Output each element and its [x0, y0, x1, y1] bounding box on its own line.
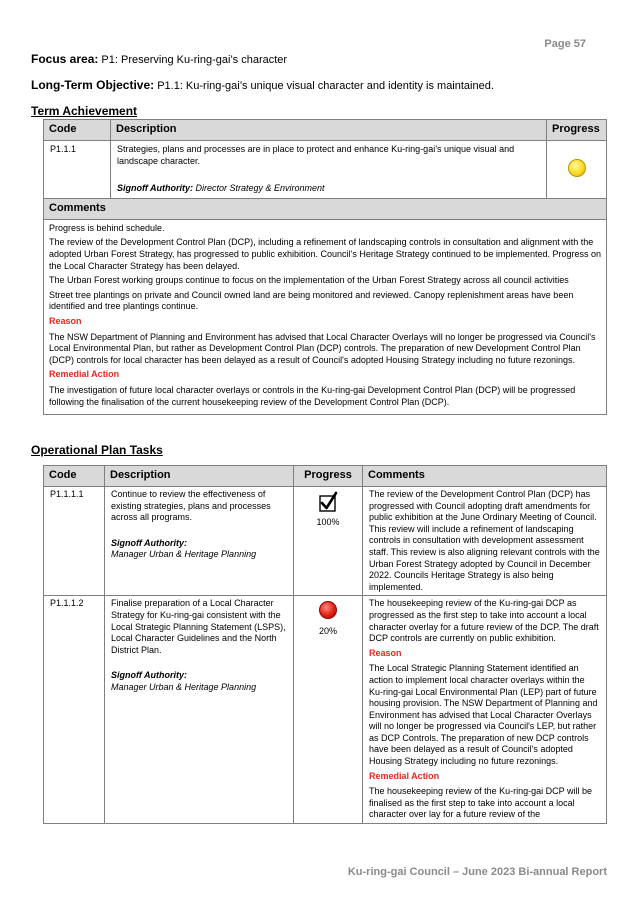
op-signoff-label: Signoff Authority:	[111, 537, 187, 548]
comments-header-row	[44, 198, 607, 219]
term-progress-cell	[547, 141, 607, 199]
long-term-objective	[31, 78, 494, 92]
op-reason-text: The Local Strategic Planning Statement identified an action to implement local character overlays within the Ku-ring-gai Local Environmental Plan (LEP) part of future housing provision. The NSW Department of Planning and Environment has advised that Local Character Overlays will no longer be progressed via Council's LEP, but rather as DCP Controls. The preparation of new DCP controls have been delayed as a result of Council's adopted Housing Strategy including no future rezonings.	[369, 663, 598, 767]
op-signoff-label: Signoff Authority:	[111, 670, 187, 681]
objective-label: Long-Term Objective:	[31, 78, 155, 92]
op-description: Finalise preparation of a Local Character Strategy for Ku-ring-gai consistent with the Local Strategic Planning Statement (LSPS), Local Character Guidelines and the North District Plan.	[111, 598, 286, 655]
reason-text: The NSW Department of Planning and Environment has advised that Local Character Overlays will no longer be progressed via Council's Local Environmental Plan, but rather as Development Control Plan (DCP) controls. The preparation of new Development Control Plan (DCP) controls for local character has been delayed as a result of Council's adopted Housing Strategy including no future rezonings.	[49, 331, 596, 365]
focus-area-label: Focus area:	[31, 52, 99, 66]
op-signoff-name: Manager Urban & Heritage Planning	[111, 549, 257, 560]
term-achievement-table	[43, 119, 607, 415]
op-comment-cell	[363, 487, 607, 596]
focus-area-code: P1:	[101, 54, 118, 66]
op-progress-percent: 100%	[316, 516, 340, 527]
op-comment-cell	[363, 596, 607, 824]
focus-area-text: Preserving Ku-ring-gai’s character	[117, 54, 288, 66]
term-code: P1.1.1	[44, 141, 111, 199]
focus-area	[31, 52, 287, 66]
objective-code: P1.1:	[157, 80, 183, 92]
operational-row	[44, 487, 607, 596]
remedial-action-label: Remedial Action	[49, 369, 120, 380]
op-description-cell	[105, 487, 294, 596]
op-header-comments: Comments	[363, 466, 607, 487]
op-code: P1.1.1.2	[44, 596, 105, 824]
term-achievement-row	[44, 141, 607, 199]
comment-paragraph: The review of the Development Control Plan (DCP), including a refinement of landscaping controls in consultation and alignment with the adopted Urban Forest Strategy, has progressed to public exhibition. Council’s Heritage Strategy continued to be implemented. Progress on the Local Character Strategy has been delayed.	[49, 237, 601, 271]
reason-label: Reason	[49, 315, 82, 326]
op-progress-cell	[294, 487, 363, 596]
header-progress: Progress	[547, 120, 607, 141]
page-footer: Ku-ring-gai Council – June 2023 Bi-annual Report	[347, 866, 607, 878]
op-reason-label: Reason	[369, 647, 402, 658]
operational-header-row	[44, 466, 607, 487]
remedial-action-text: The investigation of future local character overlays or controls in the Ku-ring-gai Development Control Plan (DCP) will be progressed following the finalisation of the current housekeeping review of the Development Control Plan (DCP).	[49, 384, 576, 407]
operational-plan-table	[43, 465, 607, 824]
op-progress-percent: 20%	[318, 625, 337, 636]
op-signoff	[111, 538, 287, 561]
term-description-cell	[111, 141, 547, 199]
term-achievement-header-row	[44, 120, 607, 141]
comments-row	[44, 219, 607, 414]
op-progress-cell	[294, 596, 363, 824]
comment-paragraph: Street tree plantings on private and Council owned land are being monitored and reviewed. Canopy replenishment areas have been identified and tree plantings continue.	[49, 289, 574, 312]
checkbox-checked-icon	[317, 491, 339, 513]
page-number: Page 57	[544, 38, 586, 50]
red-status-icon	[319, 601, 337, 619]
op-description: Continue to review the effectiveness of existing strategies, plans and processes across all programs.	[111, 489, 271, 523]
op-signoff-name: Manager Urban & Heritage Planning	[111, 681, 257, 692]
op-signoff	[111, 670, 287, 693]
term-signoff-name: Director Strategy & Environment	[193, 183, 325, 194]
term-achievement-heading: Term Achievement	[31, 104, 138, 118]
yellow-status-icon	[568, 159, 586, 177]
comment-paragraph: Progress is behind schedule.	[49, 222, 165, 233]
op-code: P1.1.1.1	[44, 487, 105, 596]
operational-row	[44, 596, 607, 824]
op-header-code: Code	[44, 466, 105, 487]
comments-header: Comments	[44, 198, 607, 219]
header-code: Code	[44, 120, 111, 141]
comment-paragraph: The Urban Forest working groups continue to focus on the implementation of the Urban Forest Strategy across all council activities	[49, 275, 569, 286]
op-description-cell	[105, 596, 294, 824]
op-remedial-action-text: The housekeeping review of the Ku-ring-gai DCP will be finalised as the first step to take into account a local character over lay for a future review of the	[369, 786, 592, 820]
term-description: Strategies, plans and processes are in place to protect and enhance Ku-ring-gai’s unique visual and landscape character.	[117, 144, 515, 166]
op-remedial-action-label: Remedial Action	[369, 770, 440, 781]
op-comment: The housekeeping review of the Ku-ring-gai DCP as progressed as the first step to take into account a local character overlay for a future review of the DCP. The draft DCP controls are currently on public exhibition.	[369, 598, 599, 644]
op-header-description: Description	[105, 466, 294, 487]
op-header-progress: Progress	[294, 466, 363, 487]
term-signoff-label: Signoff Authority:	[117, 183, 193, 194]
comments-cell	[44, 219, 607, 414]
term-signoff	[117, 183, 540, 195]
objective-text: Ku-ring-gai’s unique visual character and identity is maintained.	[182, 80, 494, 92]
operational-plan-heading: Operational Plan Tasks	[31, 443, 163, 457]
header-description: Description	[111, 120, 547, 141]
op-comment: The review of the Development Control Plan (DCP) has progressed with Council adopting draft amendments for public exhibition at the June Ordinary Meeting of Council. This review will include a refinement of landscaping controls in consultation with development assessment staff. This review is also aligning relevant controls with the Urban Forest Strategy adopted by Council in December 2022. Councils Heritage Strategy is also being implemented.	[369, 489, 600, 592]
